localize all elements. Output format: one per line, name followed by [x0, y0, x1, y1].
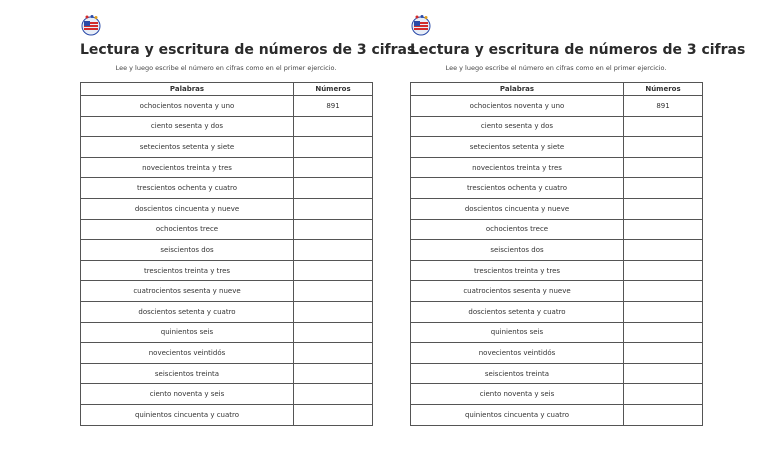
table-row: [81, 116, 373, 137]
number-cell[interactable]: [294, 219, 373, 240]
table-row: [411, 384, 703, 405]
number-cell[interactable]: [624, 240, 703, 261]
number-cell[interactable]: [624, 281, 703, 302]
number-cell[interactable]: 891: [624, 96, 703, 117]
number-cell[interactable]: [294, 240, 373, 261]
number-cell[interactable]: [624, 116, 703, 137]
table-row: [411, 219, 703, 240]
number-cell[interactable]: [624, 343, 703, 364]
table-row: [81, 384, 373, 405]
number-cell[interactable]: [624, 178, 703, 199]
table-row: [411, 116, 703, 137]
table-row: [411, 178, 703, 199]
words-cell: ciento noventa y seis: [411, 384, 624, 405]
number-cell[interactable]: [294, 137, 373, 158]
number-cell[interactable]: [624, 384, 703, 405]
words-cell: setecientos setenta y siete: [81, 137, 294, 158]
table-row: [81, 322, 373, 343]
table-row: [411, 301, 703, 322]
words-cell: cuatrocientos sesenta y nueve: [411, 281, 624, 302]
table-row: [81, 404, 373, 425]
words-cell: seiscientos treinta: [81, 363, 294, 384]
table-row: [81, 240, 373, 261]
number-cell[interactable]: [294, 363, 373, 384]
words-cell: ochocientos noventa y uno: [411, 96, 624, 117]
column-header-numbers: Números: [294, 83, 373, 96]
words-cell: novecientos veintidós: [81, 343, 294, 364]
number-cell[interactable]: [624, 137, 703, 158]
table-header-row: [411, 83, 703, 96]
words-cell: novecientos veintidós: [411, 343, 624, 364]
table-row: [81, 178, 373, 199]
number-cell[interactable]: [294, 157, 373, 178]
table-row: [411, 363, 703, 384]
number-cell[interactable]: 891: [294, 96, 373, 117]
words-cell: doscientos setenta y cuatro: [81, 301, 294, 322]
words-cell: ochocientos trece: [411, 219, 624, 240]
number-cell[interactable]: [294, 116, 373, 137]
words-cell: seiscientos dos: [81, 240, 294, 261]
table-row: [81, 260, 373, 281]
words-cell: novecientos treinta y tres: [81, 157, 294, 178]
table-row: [411, 260, 703, 281]
number-cell[interactable]: [624, 260, 703, 281]
words-cell: trescientos ochenta y cuatro: [411, 178, 624, 199]
words-cell: trescientos treinta y tres: [81, 260, 294, 281]
number-cell[interactable]: [624, 404, 703, 425]
words-cell: seiscientos dos: [411, 240, 624, 261]
words-cell: doscientos setenta y cuatro: [411, 301, 624, 322]
column-header-words: Palabras: [411, 83, 624, 96]
numbers-table: [410, 82, 703, 426]
number-cell[interactable]: [624, 157, 703, 178]
table-row: [81, 301, 373, 322]
words-cell: quinientos cincuenta y cuatro: [81, 404, 294, 425]
words-cell: quinientos seis: [81, 322, 294, 343]
worksheet-title: Lectura y escritura de números de 3 cifras: [410, 42, 746, 58]
table-row: [81, 281, 373, 302]
worksheet-title: Lectura y escritura de números de 3 cifras: [80, 42, 416, 58]
table-row: [81, 198, 373, 219]
table-row: [81, 157, 373, 178]
worksheet-instructions: Lee y luego escribe el número en cifras como en el primer ejercicio.: [115, 64, 337, 72]
table-row: [81, 343, 373, 364]
flag-globe-logo-icon: [80, 14, 102, 36]
number-cell[interactable]: [294, 301, 373, 322]
table-row: [411, 157, 703, 178]
table-row: [81, 363, 373, 384]
table-row: [81, 96, 373, 117]
numbers-table: [80, 82, 373, 426]
table-row: [411, 281, 703, 302]
words-cell: doscientos cincuenta y nueve: [81, 198, 294, 219]
words-cell: cuatrocientos sesenta y nueve: [81, 281, 294, 302]
table-row: [411, 198, 703, 219]
table-row: [411, 404, 703, 425]
words-cell: ciento sesenta y dos: [411, 116, 624, 137]
number-cell[interactable]: [294, 384, 373, 405]
number-cell[interactable]: [294, 404, 373, 425]
words-cell: quinientos cincuenta y cuatro: [411, 404, 624, 425]
number-cell[interactable]: [624, 363, 703, 384]
number-cell[interactable]: [624, 322, 703, 343]
column-header-words: Palabras: [81, 83, 294, 96]
words-cell: doscientos cincuenta y nueve: [411, 198, 624, 219]
number-cell[interactable]: [624, 219, 703, 240]
number-cell[interactable]: [294, 198, 373, 219]
table-row: [411, 343, 703, 364]
table-row: [411, 322, 703, 343]
column-header-numbers: Números: [624, 83, 703, 96]
table-header-row: [81, 83, 373, 96]
table-row: [81, 137, 373, 158]
number-cell[interactable]: [294, 178, 373, 199]
words-cell: setecientos setenta y siete: [411, 137, 624, 158]
number-cell[interactable]: [294, 343, 373, 364]
words-cell: novecientos treinta y tres: [411, 157, 624, 178]
words-cell: seiscientos treinta: [411, 363, 624, 384]
table-row: [81, 219, 373, 240]
words-cell: ciento sesenta y dos: [81, 116, 294, 137]
number-cell[interactable]: [624, 198, 703, 219]
table-row: [411, 240, 703, 261]
number-cell[interactable]: [624, 301, 703, 322]
table-row: [411, 96, 703, 117]
words-cell: ochocientos noventa y uno: [81, 96, 294, 117]
words-cell: ciento noventa y seis: [81, 384, 294, 405]
number-cell[interactable]: [294, 322, 373, 343]
flag-globe-logo-icon: [410, 14, 432, 36]
number-cell[interactable]: [294, 260, 373, 281]
words-cell: quinientos seis: [411, 322, 624, 343]
worksheet-instructions: Lee y luego escribe el número en cifras como en el primer ejercicio.: [445, 64, 667, 72]
number-cell[interactable]: [294, 281, 373, 302]
table-row: [411, 137, 703, 158]
words-cell: trescientos treinta y tres: [411, 260, 624, 281]
words-cell: ochocientos trece: [81, 219, 294, 240]
words-cell: trescientos ochenta y cuatro: [81, 178, 294, 199]
